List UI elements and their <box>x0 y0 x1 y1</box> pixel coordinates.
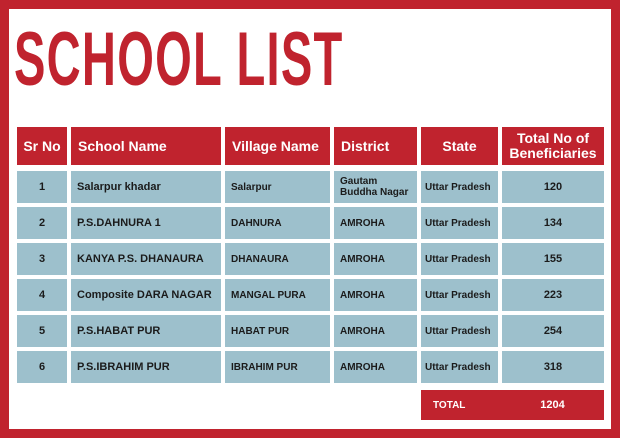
header-total-beneficiaries: Total No of Beneficiaries <box>502 127 604 165</box>
cell-state: Uttar Pradesh <box>421 207 498 239</box>
cell-sr-no: 1 <box>17 171 67 203</box>
cell-total: 318 <box>502 351 604 383</box>
cell-district: AMROHA <box>334 207 417 239</box>
cell-total: 155 <box>502 243 604 275</box>
cell-sr-no: 6 <box>17 351 67 383</box>
page-title: SCHOOL LIST <box>14 17 344 102</box>
cell-school-name: Salarpur khadar <box>71 171 221 203</box>
total-label: TOTAL <box>421 390 501 420</box>
cell-state: Uttar Pradesh <box>421 315 498 347</box>
cell-total: 223 <box>502 279 604 311</box>
cell-school-name: P.S.IBRAHIM PUR <box>71 351 221 383</box>
cell-total: 120 <box>502 171 604 203</box>
cell-village-name: MANGAL PURA <box>225 279 330 311</box>
total-value: 1204 <box>501 390 604 420</box>
cell-district: AMROHA <box>334 351 417 383</box>
cell-school-name: P.S.DAHNURA 1 <box>71 207 221 239</box>
cell-village-name: Salarpur <box>225 171 330 203</box>
cell-district: AMROHA <box>334 279 417 311</box>
cell-district: AMROHA <box>334 315 417 347</box>
header-village-name: Village Name <box>225 127 330 165</box>
cell-school-name: Composite DARA NAGAR <box>71 279 221 311</box>
cell-state: Uttar Pradesh <box>421 279 498 311</box>
cell-sr-no: 3 <box>17 243 67 275</box>
cell-state: Uttar Pradesh <box>421 351 498 383</box>
cell-sr-no: 4 <box>17 279 67 311</box>
cell-state: Uttar Pradesh <box>421 171 498 203</box>
cell-sr-no: 2 <box>17 207 67 239</box>
cell-district: Gautam Buddha Nagar <box>334 171 417 203</box>
cell-village-name: DAHNURA <box>225 207 330 239</box>
cell-state: Uttar Pradesh <box>421 243 498 275</box>
header-state: State <box>421 127 498 165</box>
cell-total: 254 <box>502 315 604 347</box>
cell-district: AMROHA <box>334 243 417 275</box>
header-sr-no: Sr No <box>17 127 67 165</box>
cell-sr-no: 5 <box>17 315 67 347</box>
cell-village-name: HABAT PUR <box>225 315 330 347</box>
header-district: District <box>334 127 417 165</box>
cell-village-name: DHANAURA <box>225 243 330 275</box>
header-school-name: School Name <box>71 127 221 165</box>
cell-total: 134 <box>502 207 604 239</box>
cell-school-name: P.S.HABAT PUR <box>71 315 221 347</box>
cell-school-name: KANYA P.S. DHANAURA <box>71 243 221 275</box>
cell-village-name: IBRAHIM PUR <box>225 351 330 383</box>
